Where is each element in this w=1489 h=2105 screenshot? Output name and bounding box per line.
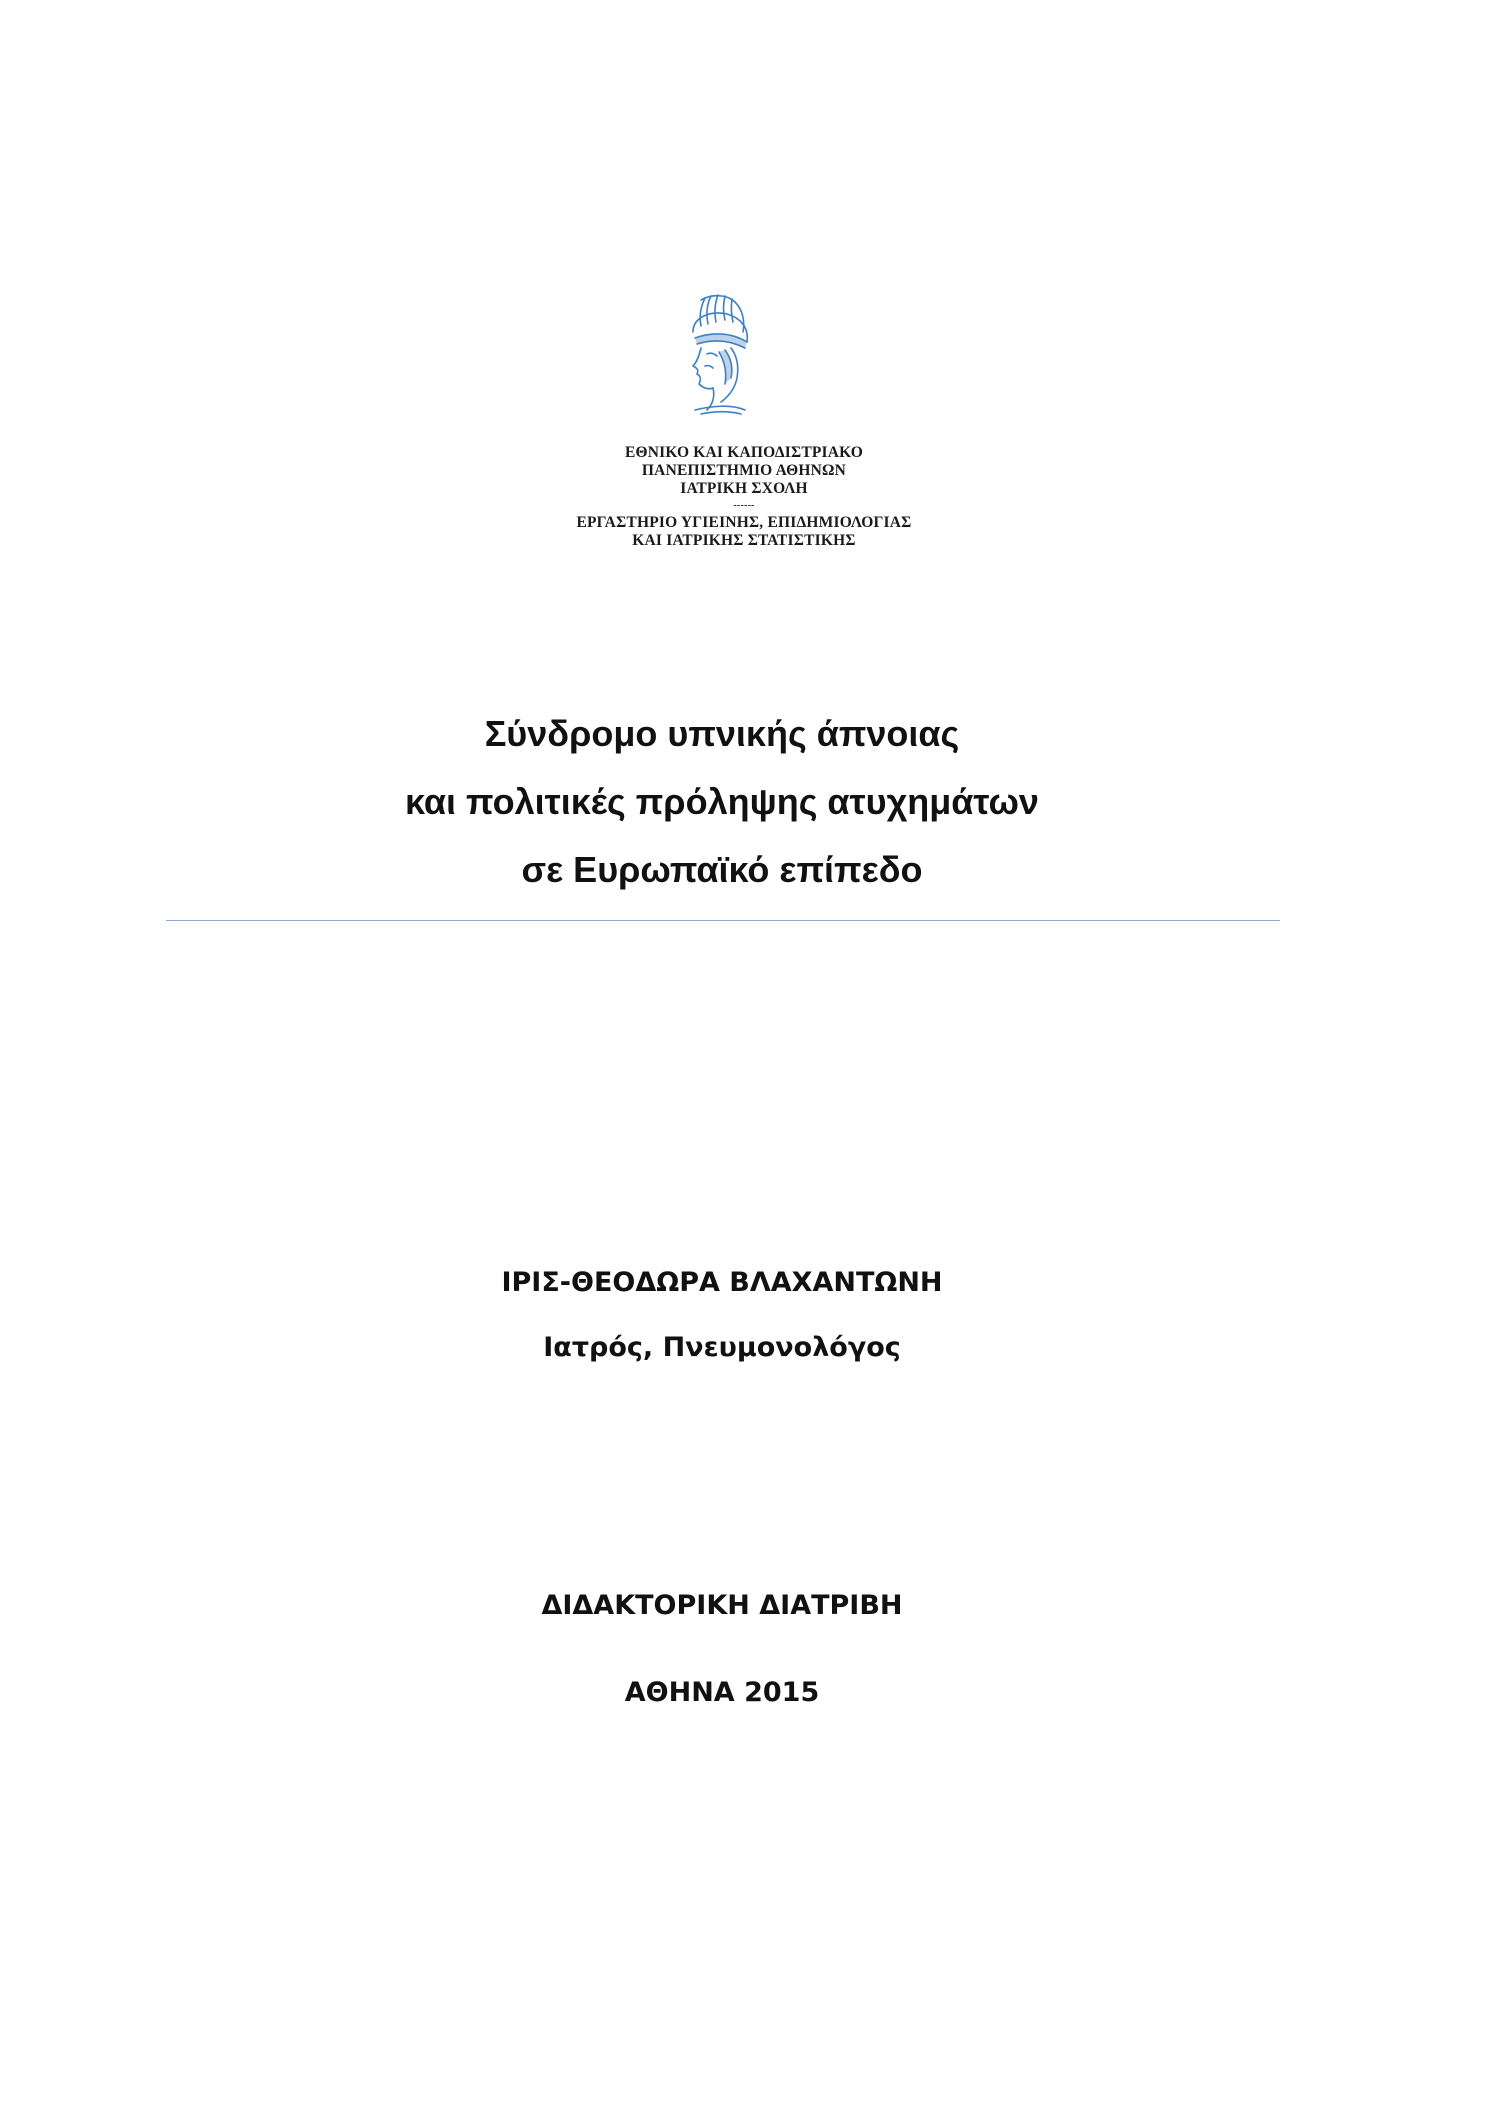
institution-line-1: ΕΘΝΙΚΟ ΚΑΙ ΚΑΠΟΔΙΣΤΡΙΑΚΟ — [624, 444, 864, 461]
institution-line-5: ΚΑΙ ΙΑΤΡΙΚΗΣ ΣΤΑΤΙΣΤΙΚΗΣ — [632, 532, 856, 549]
document-type: ΔΙΔΑΚΤΟΡΙΚΗ ΔΙΑΤΡΙΒΗ — [541, 1590, 903, 1621]
title-divider — [166, 920, 1280, 921]
place-year: ΑΘΗΝΑ 2015 — [624, 1677, 820, 1708]
institution-line-3: ΙΑΤΡΙΚΗ ΣΧΟΛΗ — [680, 480, 808, 497]
athena-head-emblem-icon — [671, 292, 763, 418]
thesis-title-line-2: και πολιτικές πρόληψης ατυχημάτων — [405, 781, 1039, 822]
thesis-title-line-1: Σύνδρομο υπνικής άπνοιας — [484, 713, 960, 754]
author-name: ΙΡΙΣ-ΘΕΟΔΩΡΑ ΒΛΑΧΑΝΤΩΝΗ — [501, 1267, 943, 1298]
author-role: Ιατρός, Πνευμονολόγος — [543, 1332, 901, 1363]
institution-line-2: ΠΑΝΕΠΙΣΤΗΜΙΟ ΑΘΗΝΩΝ — [641, 462, 847, 479]
institution-separator: ------ — [733, 500, 755, 511]
thesis-title-line-3: σε Ευρωπαϊκό επίπεδο — [521, 849, 923, 890]
institution-line-4: ΕΡΓΑΣΤΗΡΙΟ ΥΓΙΕΙΝΗΣ, ΕΠΙΔΗΜΙΟΛΟΓΙΑΣ — [576, 514, 912, 531]
